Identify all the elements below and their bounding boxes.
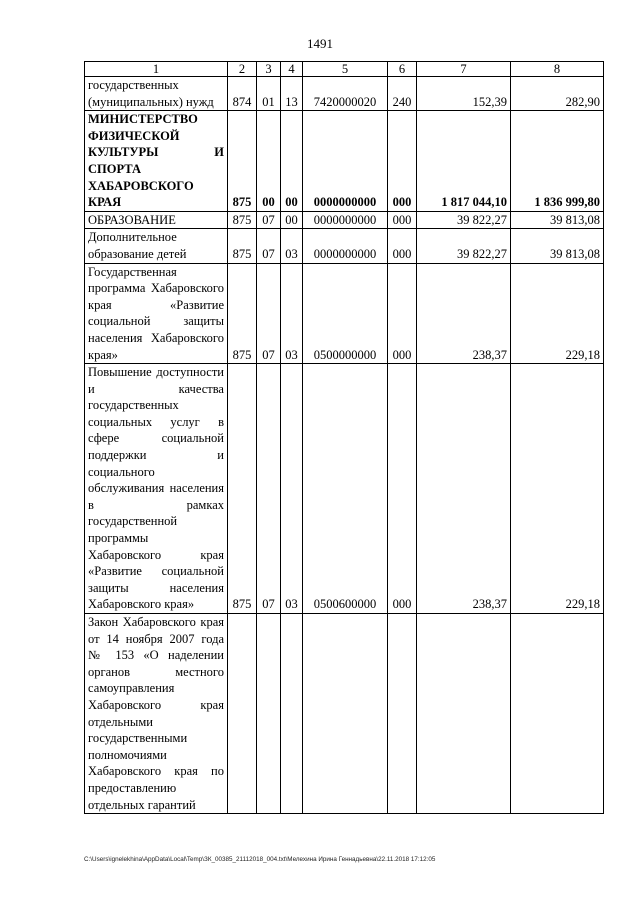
header-cell-2: 2 (228, 62, 257, 77)
table-row (85, 364, 604, 614)
table-row (85, 229, 604, 263)
row-target-code: 0000000000 (303, 229, 388, 263)
row-target-code: 0500000000 (303, 263, 388, 364)
header-cell-6: 6 (388, 62, 417, 77)
row-section-code: 07 (257, 364, 281, 614)
row-amount-col8: 229,18 (511, 364, 604, 614)
row-section-code: 07 (257, 229, 281, 263)
row-amount-col7: 152,39 (417, 77, 511, 111)
row-ministry-code: 875 (228, 364, 257, 614)
row-amount-col8: 39 813,08 (511, 211, 604, 229)
row-amount-col8: 39 813,08 (511, 229, 604, 263)
row-name: Повышение доступности и качества государственных социальных услуг в сфере социальной поддержки и социального обслуживания населения в рамках государственной программы Хабаровского края «Развитие социальной защиты населения Хабаровского края» (85, 364, 228, 614)
row-amount-col8 (511, 614, 604, 814)
table-row (85, 77, 604, 111)
row-subsection-code: 13 (281, 77, 303, 111)
row-target-code: 7420000020 (303, 77, 388, 111)
row-ministry-code: 875 (228, 111, 257, 212)
row-target-code: 0000000000 (303, 111, 388, 212)
row-amount-col8: 229,18 (511, 263, 604, 364)
row-amount-col7: 1 817 044,10 (417, 111, 511, 212)
row-amount-col8: 1 836 999,80 (511, 111, 604, 212)
row-target-code: 0000000000 (303, 211, 388, 229)
budget-table (84, 61, 604, 814)
row-name: Дополнительное образование детей (85, 229, 228, 263)
table-row (85, 614, 604, 814)
row-subsection-code (281, 614, 303, 814)
footer-file-path: C:\Users\ignelekhina\AppData\Local\Temp\ЗК_00385_21112018_004.txt\Мелехина Ирина Геннадьевна\22.11.2018 17:12:05 (84, 856, 436, 863)
row-target-code: 0500600000 (303, 364, 388, 614)
table-row (85, 111, 604, 212)
row-name: Государственная программа Хабаровского края «Развитие социальной защиты населения Хабаровского края» (85, 263, 228, 364)
row-section-code: 07 (257, 211, 281, 229)
row-expense-type: 240 (388, 77, 417, 111)
row-amount-col8: 282,90 (511, 77, 604, 111)
row-name: Закон Хабаровского края от 14 ноября 2007 года № 153 «О наделении органов местного самоуправления Хабаровского края отдельными государственными полномочиями Хабаровского края по предоставлению отдельных гарантий (85, 614, 228, 814)
header-cell-8: 8 (511, 62, 604, 77)
row-subsection-code: 03 (281, 364, 303, 614)
header-cell-5: 5 (303, 62, 388, 77)
table-header-row (85, 62, 604, 77)
header-cell-1: 1 (85, 62, 228, 77)
row-expense-type: 000 (388, 211, 417, 229)
row-expense-type (388, 614, 417, 814)
table-row (85, 263, 604, 364)
row-amount-col7: 238,37 (417, 263, 511, 364)
header-cell-4: 4 (281, 62, 303, 77)
row-name: МИНИСТЕРСТВО ФИЗИЧЕСКОЙ КУЛЬТУРЫ И СПОРТА ХАБАРОВСКОГО КРАЯ (85, 111, 228, 212)
row-subsection-code: 03 (281, 229, 303, 263)
row-name: государственных (муниципальных) нужд (85, 77, 228, 111)
row-section-code: 00 (257, 111, 281, 212)
row-amount-col7 (417, 614, 511, 814)
row-subsection-code: 00 (281, 111, 303, 212)
table-row (85, 211, 604, 229)
row-ministry-code: 875 (228, 211, 257, 229)
header-cell-7: 7 (417, 62, 511, 77)
row-expense-type: 000 (388, 263, 417, 364)
header-cell-3: 3 (257, 62, 281, 77)
row-ministry-code: 875 (228, 263, 257, 364)
row-section-code: 01 (257, 77, 281, 111)
row-expense-type: 000 (388, 111, 417, 212)
row-subsection-code: 00 (281, 211, 303, 229)
row-amount-col7: 238,37 (417, 364, 511, 614)
row-ministry-code (228, 614, 257, 814)
row-expense-type: 000 (388, 364, 417, 614)
page-number: 1491 (307, 36, 333, 51)
row-section-code (257, 614, 281, 814)
row-name: ОБРАЗОВАНИЕ (85, 211, 228, 229)
row-expense-type: 000 (388, 229, 417, 263)
row-ministry-code: 874 (228, 77, 257, 111)
row-subsection-code: 03 (281, 263, 303, 364)
row-section-code: 07 (257, 263, 281, 364)
row-target-code (303, 614, 388, 814)
row-amount-col7: 39 822,27 (417, 229, 511, 263)
row-amount-col7: 39 822,27 (417, 211, 511, 229)
row-ministry-code: 875 (228, 229, 257, 263)
